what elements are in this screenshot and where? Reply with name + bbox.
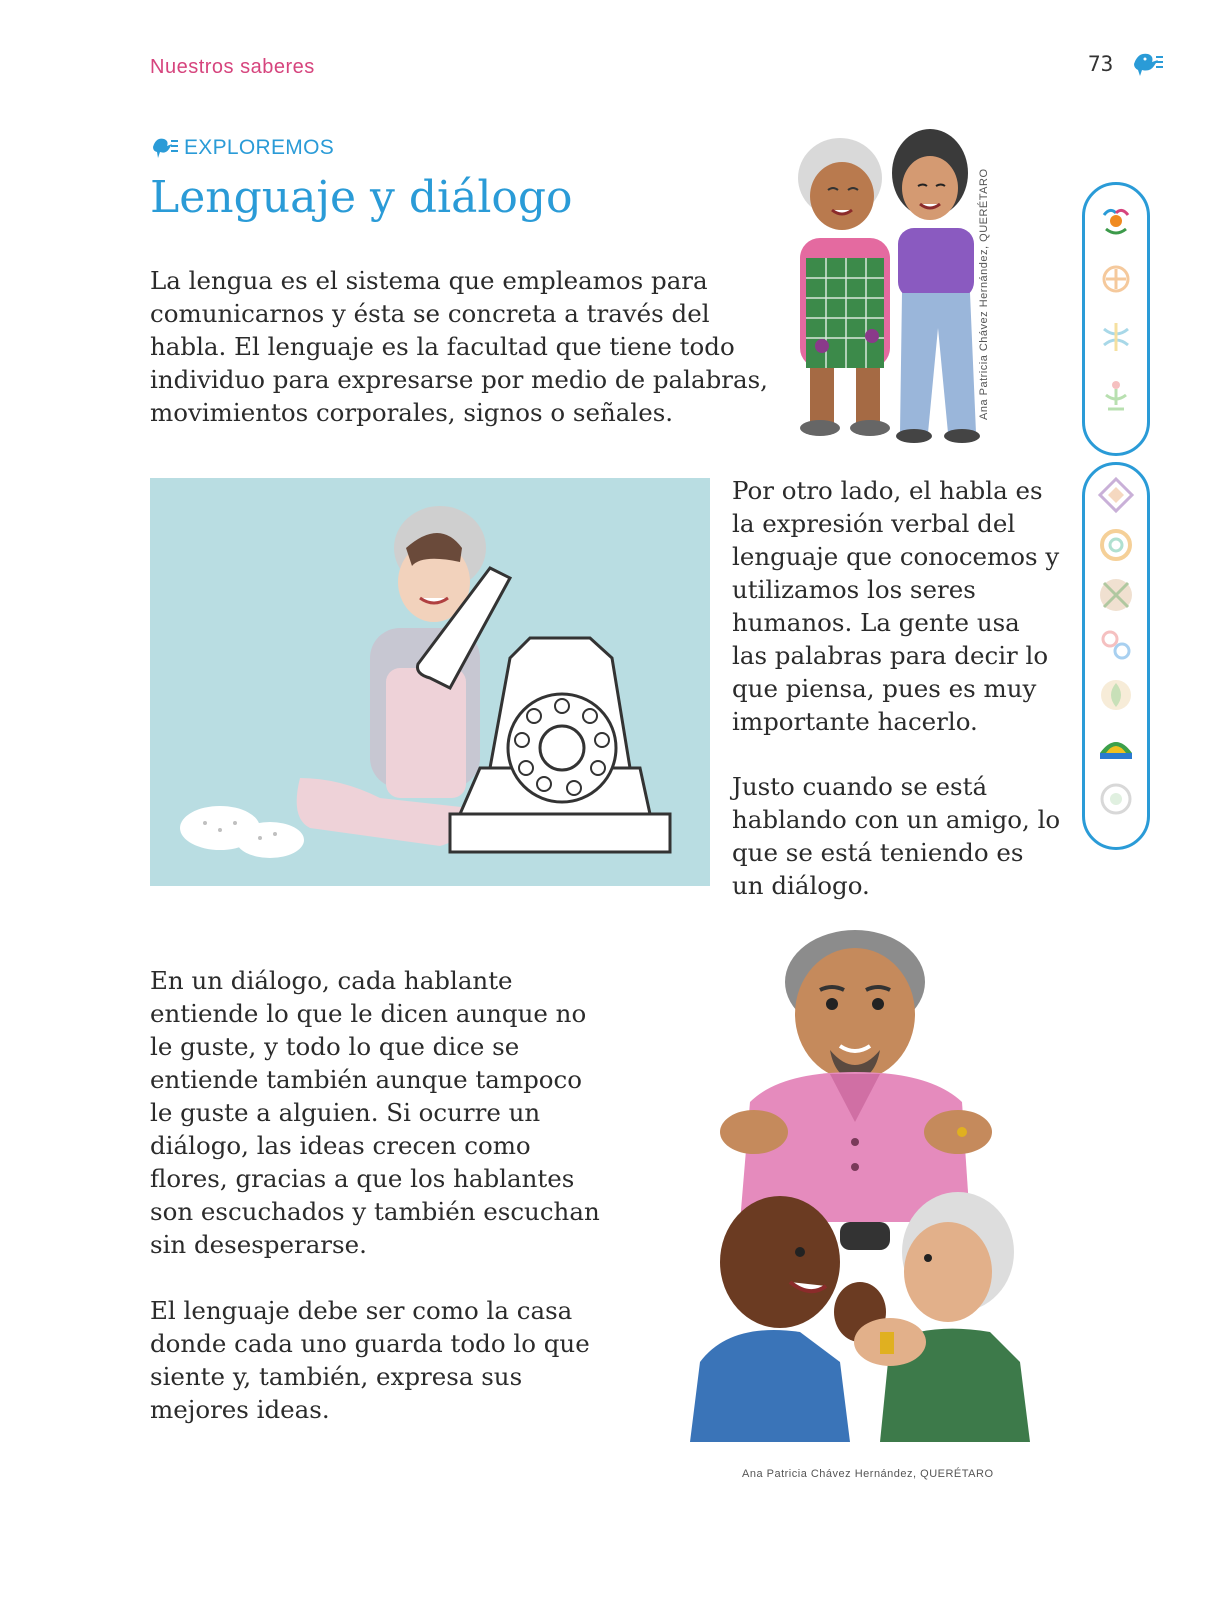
paragraph-lengua: La lengua es el sistema que empleamos para comunicarnos y ésta se concreta a través del habla. El lenguaje es la facultad que tiene todo individuo para expresarse por medio de palabras, movimientos corporales, signos o señales. <box>150 266 768 427</box>
project-icon[interactable] <box>1096 675 1136 715</box>
illustration-credit: Ana Patricia Chávez Hernández, QUERÉTARO <box>742 1468 994 1480</box>
section-tag: Nuestros saberes <box>150 56 315 78</box>
paragraph-lenguaje-casa: El lenguaje debe ser como la casa donde cada uno guarda todo lo que siente y, también, expresa sus mejores ideas. <box>150 1296 590 1424</box>
campus-icon[interactable] <box>1096 375 1136 415</box>
side-nav-campus[interactable] <box>1082 182 1150 456</box>
page-number: 73 <box>1088 52 1114 76</box>
project-icon[interactable] <box>1096 779 1136 819</box>
bird-glyph-icon <box>1128 44 1164 80</box>
campus-icon[interactable] <box>1096 317 1136 357</box>
paragraph-habla: Por otro lado, el habla es la expresión verbal del lenguaje que conocemos y utilizamos los seres humanos. La gente usa las palabras para decir lo que piensa, pues es muy importante hacerlo. <box>732 476 1060 736</box>
project-icon[interactable] <box>1096 625 1136 665</box>
project-icon[interactable] <box>1096 525 1136 565</box>
page-title: Lenguaje y diálogo <box>150 172 573 223</box>
project-icon-active[interactable] <box>1096 727 1136 767</box>
side-nav-projects[interactable] <box>1082 462 1150 850</box>
illustration-three-men <box>690 922 1040 1442</box>
campus-icon-active[interactable] <box>1096 201 1136 241</box>
paragraph-dialogo: En un diálogo, cada hablante entiende lo que le dicen aunque no le guste, y todo lo que dice se entiende también aunque tampoco le guste a alguien. Si ocurre un diálogo, las ideas crecen como flores, gracias a que los hablantes son escuchados y también escuchan sin desesperarse. <box>150 966 600 1259</box>
campus-icon[interactable] <box>1096 259 1136 299</box>
bird-glyph-icon <box>150 132 180 160</box>
illustration-grandmother-and-girl <box>780 118 990 448</box>
section-label: EXPLOREMOS <box>184 136 335 159</box>
project-icon[interactable] <box>1096 475 1136 515</box>
photo-girl-with-phone <box>150 478 710 886</box>
paragraph-dialogo-amigo: Justo cuando se está hablando con un amigo, lo que se está teniendo es un diálogo. <box>732 772 1061 900</box>
illustration-credit: Ana Patricia Chávez Hernández, QUERÉTARO <box>978 168 990 420</box>
project-icon[interactable] <box>1096 575 1136 615</box>
